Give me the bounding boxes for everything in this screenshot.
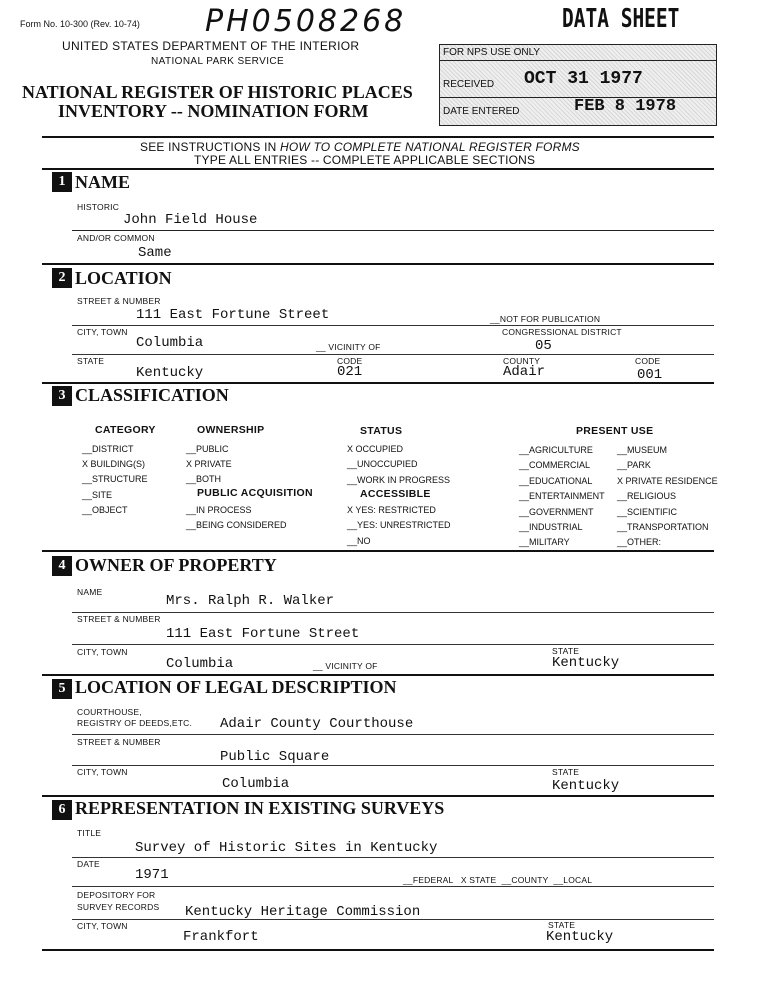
category-heading: CATEGORY: [95, 424, 156, 436]
section-number-6: 6: [52, 800, 72, 820]
present-use-options-right: [617, 443, 718, 551]
section-title-surveys: REPRESENTATION IN EXISTING SURVEYS: [75, 798, 445, 818]
owner-street-label: STREET & NUMBER: [77, 614, 161, 624]
courthouse-label: [77, 707, 192, 729]
field-line: [72, 612, 714, 613]
section-title-owner: OWNER OF PROPERTY: [75, 555, 277, 575]
option: __OTHER:: [617, 537, 662, 548]
department-name: UNITED STATES DEPARTMENT OF THE INTERIOR: [62, 39, 360, 53]
section-number-4: 4: [52, 556, 72, 576]
courthouse-label-line2: REGISTRY OF DEEDS,ETC.: [77, 718, 193, 728]
option: __SCIENTIFIC: [617, 506, 678, 517]
divider: [42, 168, 714, 170]
not-for-publication: __NOT FOR PUBLICATION: [490, 314, 601, 324]
andor-common-label: AND/OR COMMON: [77, 233, 155, 243]
survey-title-label: TITLE: [77, 828, 102, 838]
city-label: CITY, TOWN: [77, 327, 128, 337]
depository-label: [77, 889, 159, 913]
depository-label-line1: DEPOSITORY FOR: [77, 890, 156, 900]
instructions-line2: TYPE ALL ENTRIES -- COMPLETE APPLICABLE SECTIONS: [194, 153, 536, 167]
date-entered-stamp: FEB 8 1978: [574, 97, 677, 116]
option: __OBJECT: [82, 504, 128, 515]
depository-city-label: CITY, TOWN: [77, 921, 128, 931]
option: __COMMERCIAL: [519, 460, 591, 471]
courthouse-value: Adair County Courthouse: [220, 716, 414, 732]
street-label: STREET & NUMBER: [77, 296, 161, 306]
divider: [42, 382, 714, 384]
public-acquisition-heading: PUBLIC ACQUISITION: [197, 487, 313, 499]
option: X PRIVATE RESIDENCE: [617, 475, 718, 486]
option: __ENTERTAINMENT: [519, 491, 605, 502]
option: X OCCUPIED: [347, 444, 404, 454]
divider: [42, 674, 714, 676]
option: __YES: UNRESTRICTED: [347, 520, 451, 531]
courthouse-label-line1: COURTHOUSE,: [77, 707, 142, 717]
instructions-line1: SEE INSTRUCTIONS IN HOW TO COMPLETE NATIONAL REGISTER FORMS: [140, 140, 580, 154]
accessible-options: [347, 503, 451, 549]
option: __STRUCTURE: [82, 474, 148, 485]
section-title-name: NAME: [75, 172, 130, 192]
accessible-heading: ACCESSIBLE: [360, 488, 431, 500]
field-line: [72, 230, 714, 231]
legal-state-value: Kentucky: [552, 778, 620, 794]
section-title-legal-description: LOCATION OF LEGAL DESCRIPTION: [75, 677, 397, 697]
depository-value: Kentucky Heritage Commission: [185, 904, 421, 920]
field-line: [72, 886, 714, 887]
received-label: RECEIVED: [443, 79, 495, 90]
nps-use-box: [439, 44, 717, 126]
status-heading: STATUS: [360, 425, 403, 437]
survey-level-options: __FEDERAL X STATE __COUNTY __LOCAL: [403, 875, 593, 885]
divider: [42, 550, 714, 552]
divider: [42, 795, 714, 797]
owner-city-label: CITY, TOWN: [77, 647, 128, 657]
owner-name-value: Mrs. Ralph R. Walker: [166, 593, 335, 609]
legal-street-value: Public Square: [220, 749, 330, 765]
owner-state-label: STATE: [552, 646, 580, 656]
option: __MUSEUM: [617, 445, 668, 455]
received-stamp: OCT 31 1977: [524, 69, 643, 89]
option: __GOVERNMENT: [519, 506, 594, 517]
county-code-value: 001: [637, 367, 663, 383]
owner-street-value: 111 East Fortune Street: [166, 626, 360, 642]
present-use-options-left: [519, 443, 605, 551]
category-options: [82, 442, 148, 518]
option: __AGRICULTURE: [519, 445, 593, 455]
option: __MILITARY: [519, 537, 570, 548]
county-code-label: CODE: [635, 356, 661, 366]
present-use-heading: PRESENT USE: [576, 425, 654, 437]
option: X YES: RESTRICTED: [347, 505, 436, 515]
section-number-2: 2: [52, 268, 72, 288]
field-line: [72, 644, 714, 645]
option: __UNOCCUPIED: [347, 459, 418, 470]
historic-label: HISTORIC: [77, 202, 120, 212]
vicinity-label: __ VICINITY OF: [316, 342, 381, 352]
legal-city-value: Columbia: [222, 776, 290, 792]
option: __IN PROCESS: [186, 505, 252, 515]
depository-city-value: Frankfort: [183, 929, 259, 945]
ownership-options: [186, 442, 232, 488]
county-value: Adair: [503, 364, 546, 380]
street-value: 111 East Fortune Street: [136, 307, 330, 323]
state-code-label: CODE: [337, 356, 363, 366]
option: __PUBLIC: [186, 444, 229, 454]
form-number: Form No. 10-300 (Rev. 10-74): [20, 19, 140, 29]
option: __RELIGIOUS: [617, 491, 677, 502]
congressional-district-value: 05: [535, 338, 552, 354]
section-number-1: 1: [52, 172, 72, 192]
depository-state-label: STATE: [548, 920, 576, 930]
state-value: Kentucky: [136, 365, 204, 381]
historic-name-value: John Field House: [123, 212, 258, 228]
ownership-heading: OWNERSHIP: [197, 424, 265, 436]
legal-city-label: CITY, TOWN: [77, 767, 128, 777]
field-line: [72, 734, 714, 735]
handwritten-id: PH0508268: [205, 4, 407, 39]
option: __SITE: [82, 489, 113, 500]
option: X BUILDING(S): [82, 459, 146, 470]
option: X PRIVATE: [186, 459, 232, 470]
legal-street-label: STREET & NUMBER: [77, 737, 161, 747]
form-title-line2: INVENTORY -- NOMINATION FORM: [58, 101, 369, 121]
state-label: STATE: [77, 356, 105, 366]
status-options: [347, 442, 450, 488]
section-number-3: 3: [52, 386, 72, 406]
option: __BOTH: [186, 474, 222, 485]
option: __PARK: [617, 460, 651, 471]
divider: [42, 949, 714, 951]
field-line: [72, 325, 714, 326]
option: __BEING CONSIDERED: [186, 520, 287, 531]
congressional-district-label: CONGRESSIONAL DISTRICT: [502, 327, 622, 337]
divider: [42, 136, 714, 138]
service-name: NATIONAL PARK SERVICE: [151, 56, 285, 67]
section-title-classification: CLASSIFICATION: [75, 385, 229, 405]
form-title-line1: NATIONAL REGISTER OF HISTORIC PLACES: [22, 82, 413, 102]
survey-title-value: Survey of Historic Sites in Kentucky: [135, 840, 438, 856]
option: __DISTRICT: [82, 444, 134, 454]
section-number-5: 5: [52, 679, 72, 699]
county-label: COUNTY: [503, 356, 541, 366]
state-code-value: 021: [337, 364, 363, 380]
option: __WORK IN PROGRESS: [347, 474, 451, 485]
field-line: [72, 919, 714, 920]
section-title-location: LOCATION: [75, 268, 172, 288]
legal-state-label: STATE: [552, 767, 580, 777]
survey-date-value: 1971: [135, 867, 169, 883]
nps-use-label: FOR NPS USE ONLY: [443, 47, 541, 58]
field-line: [72, 765, 714, 766]
owner-state-value: Kentucky: [552, 655, 620, 671]
option: __INDUSTRIAL: [519, 522, 583, 533]
city-value: Columbia: [136, 335, 204, 351]
data-sheet-stamp: DATA SHEET: [562, 4, 680, 34]
common-name-value: Same: [138, 245, 172, 261]
divider: [42, 263, 714, 265]
field-line: [72, 354, 714, 355]
owner-vicinity-label: __ VICINITY OF: [313, 661, 378, 671]
survey-date-label: DATE: [77, 859, 100, 869]
option: __TRANSPORTATION: [617, 522, 709, 533]
option: __EDUCATIONAL: [519, 475, 593, 486]
field-line: [72, 857, 714, 858]
depository-label-line2: SURVEY RECORDS: [77, 902, 160, 912]
date-entered-label: DATE ENTERED: [443, 106, 520, 117]
owner-city-value: Columbia: [166, 656, 234, 672]
owner-name-label: NAME: [77, 587, 103, 597]
option: __NO: [347, 535, 371, 546]
acquisition-options: [186, 503, 287, 533]
depository-state-value: Kentucky: [546, 929, 614, 945]
